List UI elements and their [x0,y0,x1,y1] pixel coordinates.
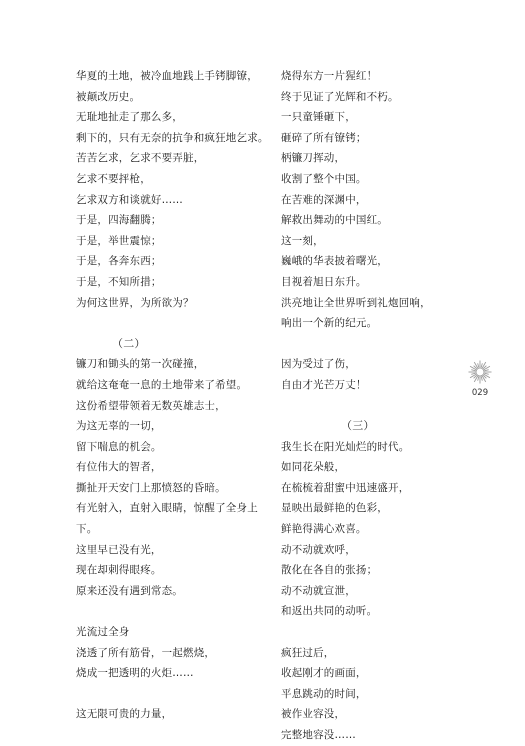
poem-line: 就给这奄奄一息的土地带来了希望。 [76,378,248,391]
poem-line: 留下喘息的机会。 [76,440,162,453]
poem-line: 无耻地扯走了那么多， [76,111,183,124]
stanza-gap [281,622,481,643]
right-text-column [281,66,481,746]
poem-line: 烧成一把透明的火炬…… [76,667,194,680]
poem-line: 巍峨的华表披着曙光， [281,255,388,268]
poem-line: 烧得东方一片猩红！ [281,70,378,82]
poem-line: 解救出舞动的中国红。 [281,214,388,227]
poem-line: 收起刚才的画面， [281,667,367,680]
stanza-gap [76,313,266,334]
poem-line: 平息跳动的时间， [281,687,367,700]
poem-line: 于是，各奔东西； [76,255,162,268]
poem-line: 原来还没有遇到常态。 [76,584,183,597]
poem-line: 下。 [76,523,98,536]
stanza-gap [281,334,481,355]
left-text-column [76,66,269,725]
poem-line: 自由才光芒万丈！ [281,378,367,391]
poem-line: 镰刀和锄头的第一次碰撞， [76,358,205,371]
poem-line: 在苦难的深渊中， [281,193,367,206]
poem-line: 乞求不要抨枪， [76,172,151,185]
poem-line: 动不动就宣泄， [281,584,356,597]
poem-line: 于是，四海翻腾； [76,214,162,227]
poem-line: 被颠改历史。 [76,90,141,103]
poem-line: 乞求双方和谈就好…… [76,193,183,206]
poem-line: 我生长在阳光灿烂的时代。 [281,440,410,453]
poem-line: 在梳梳着甜蜜中迅速盛开， [281,481,410,494]
poem-line: 为何这世界，为所欲为？ [76,296,194,309]
poem-line: 为这无辜的一切， [76,420,162,433]
poem-line: 响出一个新的纪元。 [281,317,378,330]
poem-line: 一只童锤砸下， [281,111,356,124]
poem-line: 收割了整个中国。 [281,172,367,185]
poem-line: 于是，举世震惊； [76,234,162,247]
stanza-gap [76,601,266,622]
poem-line: 华夏的土地，被冷血地践上手铐脚镣， [76,70,258,82]
poem-line: 终于见证了光辉和不朽。 [281,90,399,103]
poem-line: 现在却刺得眼疼。 [76,564,162,577]
poem-line: 剩下的，只有无奈的抗争和疯狂地乞求。 [76,131,269,144]
poem-line: 苦苦乞求，乞求不要弄脏， [76,152,205,165]
section-heading: （三） [341,419,375,433]
poem-line: 因为受过了伤， [281,358,356,371]
poem-line: 散化在各自的张扬； [281,564,378,577]
poem-line: 这份希望带领着无数英雄志士， [76,399,226,412]
poem-line: 光流过全身 [76,626,130,639]
poem-line: 有光射入，直射入眼睛，惊醒了全身上 [76,502,258,515]
stanza-gap [76,684,266,705]
poem-line: 砸碎了所有镣铐； [281,131,367,144]
poem-line: 于是，不知所措； [76,275,162,288]
stanza-gap [281,396,481,417]
poem-line: 这一刻， [281,234,324,247]
poem-line: 这无限可贵的力量， [76,708,173,721]
poem-line: 浇透了所有筋骨，一起燃烧， [76,646,216,659]
poem-line: 疯狂过后， [281,646,335,659]
poem-line: 动不动就欢呼， [281,543,356,556]
poem-line: 如同花朵般， [281,461,346,474]
sunburst-icon [468,360,492,384]
poem-line: 显映出最鲜艳的色彩， [281,502,388,515]
poem-line: 这里早已没有光， [76,543,162,556]
section-heading: （二） [112,336,146,350]
poem-line: 完整地容没…… [281,729,356,741]
poem-line: 被作业容没， [281,708,346,721]
poem-line: 和返出共同的动听。 [281,605,378,618]
poem-line: 撕扯开天安门上那愤怒的昏暗。 [76,481,226,494]
poem-line: 柄镰刀挥动， [281,152,346,165]
page-number: 029 [471,388,489,398]
poem-line: 鲜艳得满心欢喜。 [281,523,367,536]
poem-line: 洪亮地让全世界听到礼炮回响， [281,296,431,309]
poem-line: 有位伟大的智者， [76,461,162,474]
poem-line: 目视着旭日东升。 [281,275,367,288]
